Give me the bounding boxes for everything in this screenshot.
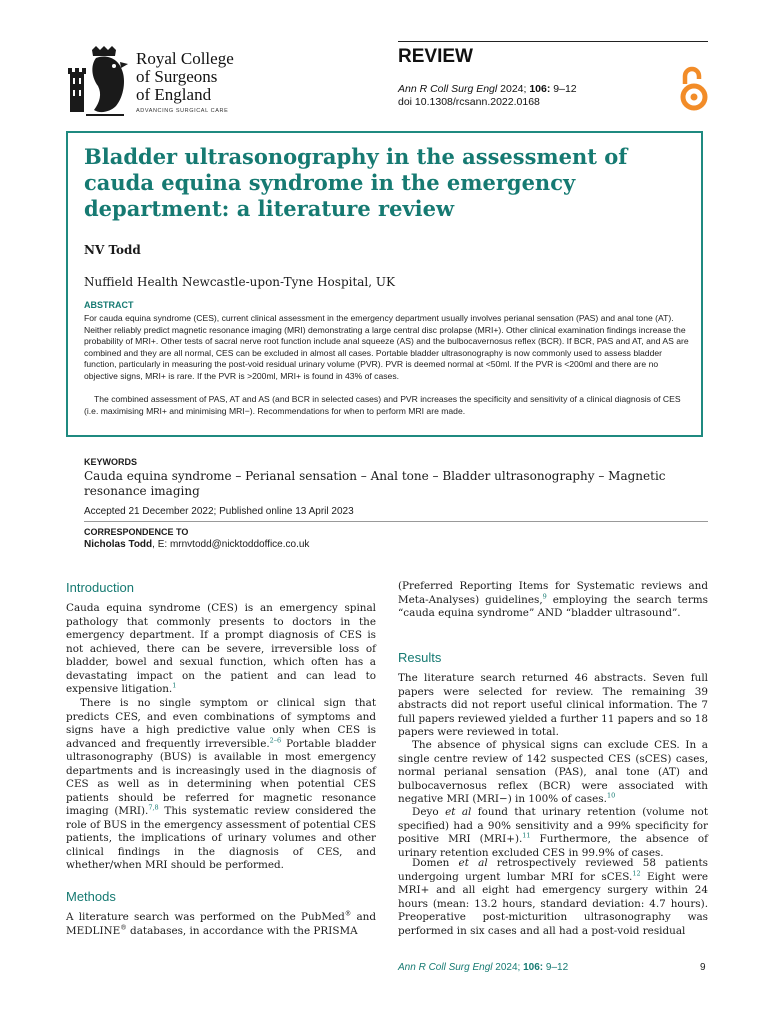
open-access-icon <box>677 64 711 112</box>
methods-heading: Methods <box>66 889 116 904</box>
results-paragraph-4: Domen et al retrospectively reviewed 58 patients undergoing urgent lumbar MRI for sCES.$^{12}$ Eight were MRI+ and all eight had emergency surgery within 24 hours (mean: 13.2 hours, standard deviation: 4.7 hours). Preoperative post-micturition ultrasonography was performed in six cases and all had a post-void residual <box>398 857 708 937</box>
citation-10[interactable]: 10 <box>606 791 616 800</box>
publication-dates: Accepted 21 December 2022; Published online 13 April 2023 <box>84 506 354 517</box>
methods-paragraph-continued: (Preferred Reporting Items for Systematic reviews and Meta-Analyses) guidelines,$^9$ employing the search terms “cauda equina syndrome” AND “bladder ultrasound”. <box>398 580 708 619</box>
keywords-list: Cauda equina syndrome – Perianal sensation – Anal tone – Bladder ultrasonography – Magnetic resonance imaging <box>84 469 666 498</box>
results-paragraph-1: The literature search returned 46 abstracts. Seven full papers were selected for review. The remaining 39 abstracts did not report useful clinical information. The 7 full papers reviewed yielded a further 11 papers and so 18 papers were reviewed in total. <box>398 672 708 738</box>
correspondence-heading: CORRESPONDENCE TO <box>84 527 189 537</box>
abstract-paragraph-1: For cauda equina syndrome (CES), current clinical assessment in the emergency department usually involves perianal sensation (PAS) and anal tone (AT). Neither reliably predict magnetic resonance imaging (MRI) demonstrating a large central disc prolapse (MRI+). Other clinical examination findings increase the probability of MRI+. Other tests of sacral nerve root function include anal squeeze (AS) and the bulbocavernosus reflex (BCR). If BCR, PAS and AT, and AS are combined and they are all normal, CES can be excluded in almost all cases. Portable bladder ultrasonography is now commonly used to assess bladder function, particularly in measuring the post-void residual urinary volume (PVR). PVR is deemed normal at <50ml. If the PVR is <200ml and there are no objective signs, MRI+ is rare. If the PVR is >200ml, MRI+ is found in 43% of cases. <box>84 313 689 381</box>
results-paragraph-2: The absence of physical signs can exclude CES. In a single centre review of 142 suspected CES (sCES) cases, normal perianal sensation (PAS), anal tone (AT) and bulbocavernosus reflex (BCR) were associated with negative MRI (MRI−) in 100% of cases.$^{10}$ <box>398 739 708 805</box>
citation-1[interactable]: 1 <box>172 681 177 690</box>
results-heading: Results <box>398 650 442 665</box>
author-affiliation: Nuffield Health Newcastle-upon-Tyne Hospital, UK <box>84 275 395 289</box>
correspondence-name: Nicholas Todd <box>84 539 153 550</box>
methods-paragraph: A literature search was performed on the PubMed® and MEDLINE® databases, in accordance with the PRISMA <box>66 909 376 937</box>
college-tagline: ADVANCING SURGICAL CARE <box>136 108 229 114</box>
citation-11[interactable]: 11 <box>522 831 531 840</box>
divider <box>84 521 708 522</box>
page-number: 9 <box>700 962 706 973</box>
abstract-heading: ABSTRACT <box>84 300 134 310</box>
journal-reference: Ann R Coll Surg Engl 2024; 106: 9–12 <box>398 83 577 95</box>
keywords-heading: KEYWORDS <box>84 457 138 467</box>
section-label: REVIEW <box>398 46 473 67</box>
intro-paragraph-2: There is no single symptom or clinical sign that predicts CES, and even combinations of symptoms and signs have a high predictive value only when CES is advanced and frequently irreversible.$^{2-6}$ Portable bladder ultrasonography (BUS) is available in most emergency departments and is increasingly used in the diagnosis of CES as well as in determining when potential CES patients should be referred for magnetic resonance imaging (MRI).$^{7,8}$ This systematic review considered the role of BUS in the emergency assessment of potential CES patients, the implications of urinary volumes and other clinical findings in the diagnosis of CES, and whether/when MRI should be performed. <box>66 697 376 871</box>
correspondence-details <box>84 539 309 550</box>
results-paragraph-3: Deyo et al found that urinary retention (volume not specified) had a 90% sensitivity and a 99% specificity for positive MRI (MRI+).$^{11}$ Furthermore, the absence of urinary retention excluded CES in 99.9% of cases. <box>398 806 708 859</box>
footer-journal-reference: Ann R Coll Surg Engl 2024; 106: 9–12 <box>398 962 569 973</box>
header-rule <box>398 41 708 42</box>
doi-link[interactable]: doi 10.1308/rcsann.2022.0168 <box>398 96 540 108</box>
citation-9[interactable]: 9 <box>542 592 547 601</box>
correspondence-email[interactable]: , E: mrnvtodd@nicktoddoffice.co.uk <box>152 539 310 550</box>
citation-12[interactable]: 12 <box>632 869 641 878</box>
article-title: Bladder ultrasonography in the assessment of cauda equina syndrome in the emergency department: a literature review <box>84 144 628 221</box>
college-name: Royal College of Surgeons of England <box>136 49 234 104</box>
abstract-paragraph-2: The combined assessment of PAS, AT and AS (and BCR in selected cases) and PVR increases the specificity and sensitivity of a clinical diagnosis of CES (i.e. maximising MRI+ and minimising MRI−). Recommendations for when to perform MRI are made. <box>84 394 681 416</box>
citation-2-6[interactable]: 2–6 <box>269 736 282 745</box>
introduction-heading: Introduction <box>66 580 134 595</box>
citation-7-8[interactable]: 7,8 <box>148 803 159 812</box>
intro-paragraph-1: Cauda equina syndrome (CES) is an emergency spinal pathology that commonly presents to doctors in the emergency department. If a prompt diagnosis of CES is not achieved, there can be severe, irreversible loss of bladder, bowel and sexual function, which often has a devastating impact on the patient and can lead to expensive litigation.$^1$ <box>66 602 376 695</box>
author-name: NV Todd <box>84 243 141 257</box>
